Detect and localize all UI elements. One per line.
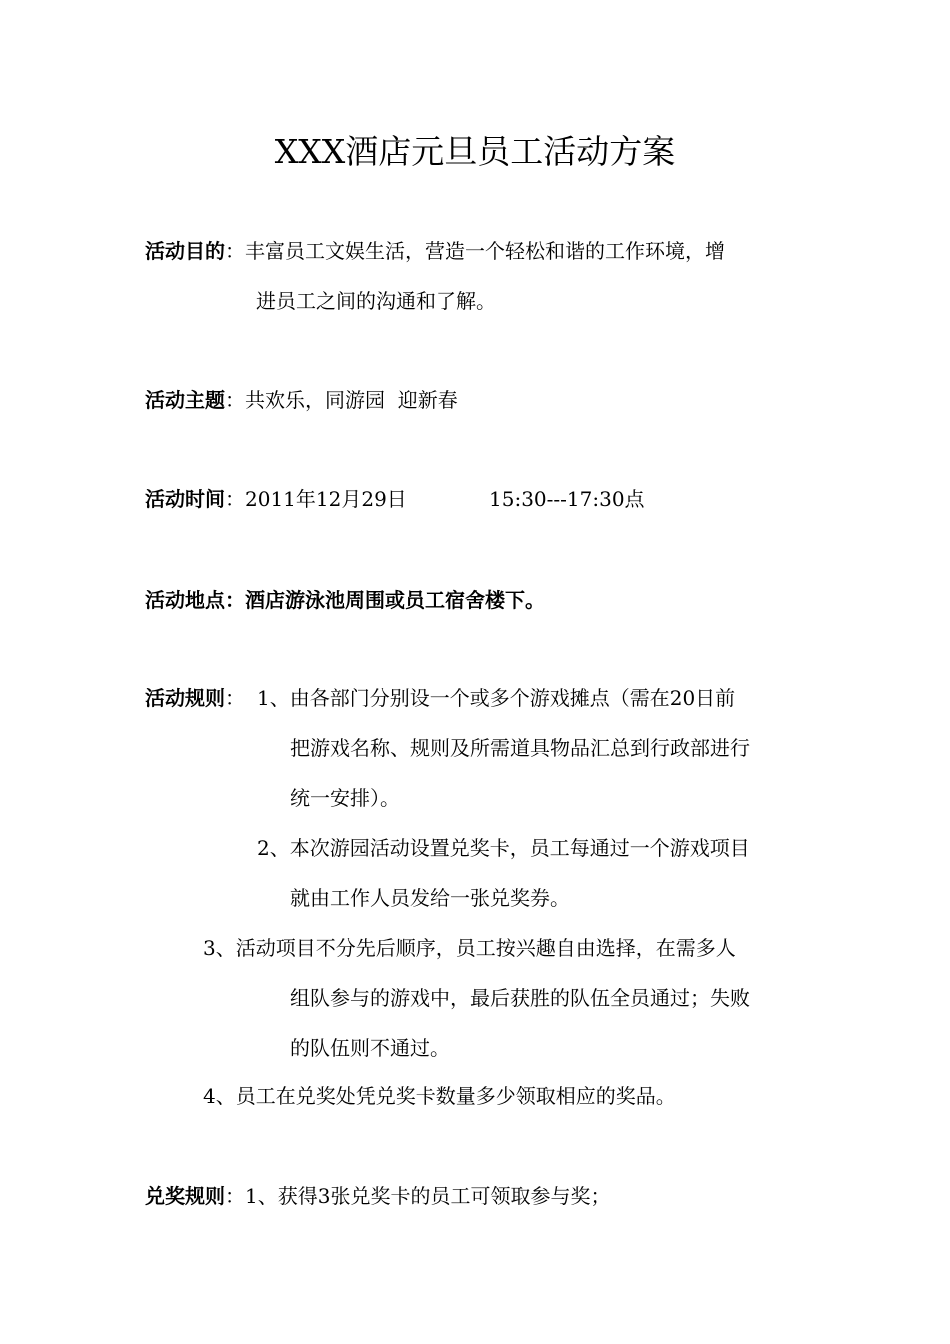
theme-colon: ： [225,388,245,412]
rules-item-1-line-1: 1、由各部门分别设一个或多个游戏摊点（需在20日前 [257,686,736,710]
time-date: 2011年12月29日 [245,487,407,511]
rules-item-1-line-2: 把游戏名称、规则及所需道具物品汇总到行政部进行 [290,736,750,760]
rules-item-2-line-1: 2、本次游园活动设置兑奖卡，员工每通过一个游戏项目 [257,836,750,860]
prize-rules-label: 兑奖规则 [145,1184,225,1208]
rules-item-3-line-2: 组队参与的游戏中，最后获胜的队伍全员通过；失败 [290,986,750,1010]
rules-item-1-line-3: 统一安排）。 [290,786,400,810]
purpose-label: 活动目的 [145,239,225,263]
location-text: ：酒店游泳池周围或员工宿舍楼下。 [225,588,545,612]
time-hours: 15:30---17:30点 [489,487,645,511]
theme-label: 活动主题 [145,388,225,412]
theme-line [145,385,458,415]
rules-item-3-line-3: 的队伍则不通过。 [290,1036,450,1060]
purpose-line-1 [145,236,725,266]
prize-rules-item-1: 1、获得3张兑奖卡的员工可领取参与奖； [245,1184,611,1208]
location-label: 活动地点 [145,588,225,612]
document-title: XXX酒店元旦员工活动方案 [274,132,676,171]
rules-colon: ： [225,686,245,710]
rules-item-4-line-1: 4、员工在兑奖处凭兑奖卡数量多少领取相应的奖品。 [203,1084,676,1108]
time-line [145,484,407,514]
rules-item-2-line-2: 就由工作人员发给一张兑奖券。 [290,886,570,910]
rules-line-1 [145,683,245,713]
rules-item-3-line-1: 3、活动项目不分先后顺序，员工按兴趣自由选择，在需多人 [203,936,736,960]
time-colon: ： [225,487,245,511]
prize-rules-line-1 [145,1181,610,1211]
prize-rules-colon: ： [225,1184,245,1208]
purpose-text-1: 丰富员工文娱生活，营造一个轻松和谐的工作环境，增 [245,239,725,263]
location-line [145,585,545,615]
time-label: 活动时间 [145,487,225,511]
rules-label: 活动规则 [145,686,225,710]
theme-text: 共欢乐，同游园 迎新春 [245,388,458,412]
purpose-colon: ： [225,239,245,263]
purpose-text-2: 进员工之间的沟通和了解。 [256,289,496,313]
